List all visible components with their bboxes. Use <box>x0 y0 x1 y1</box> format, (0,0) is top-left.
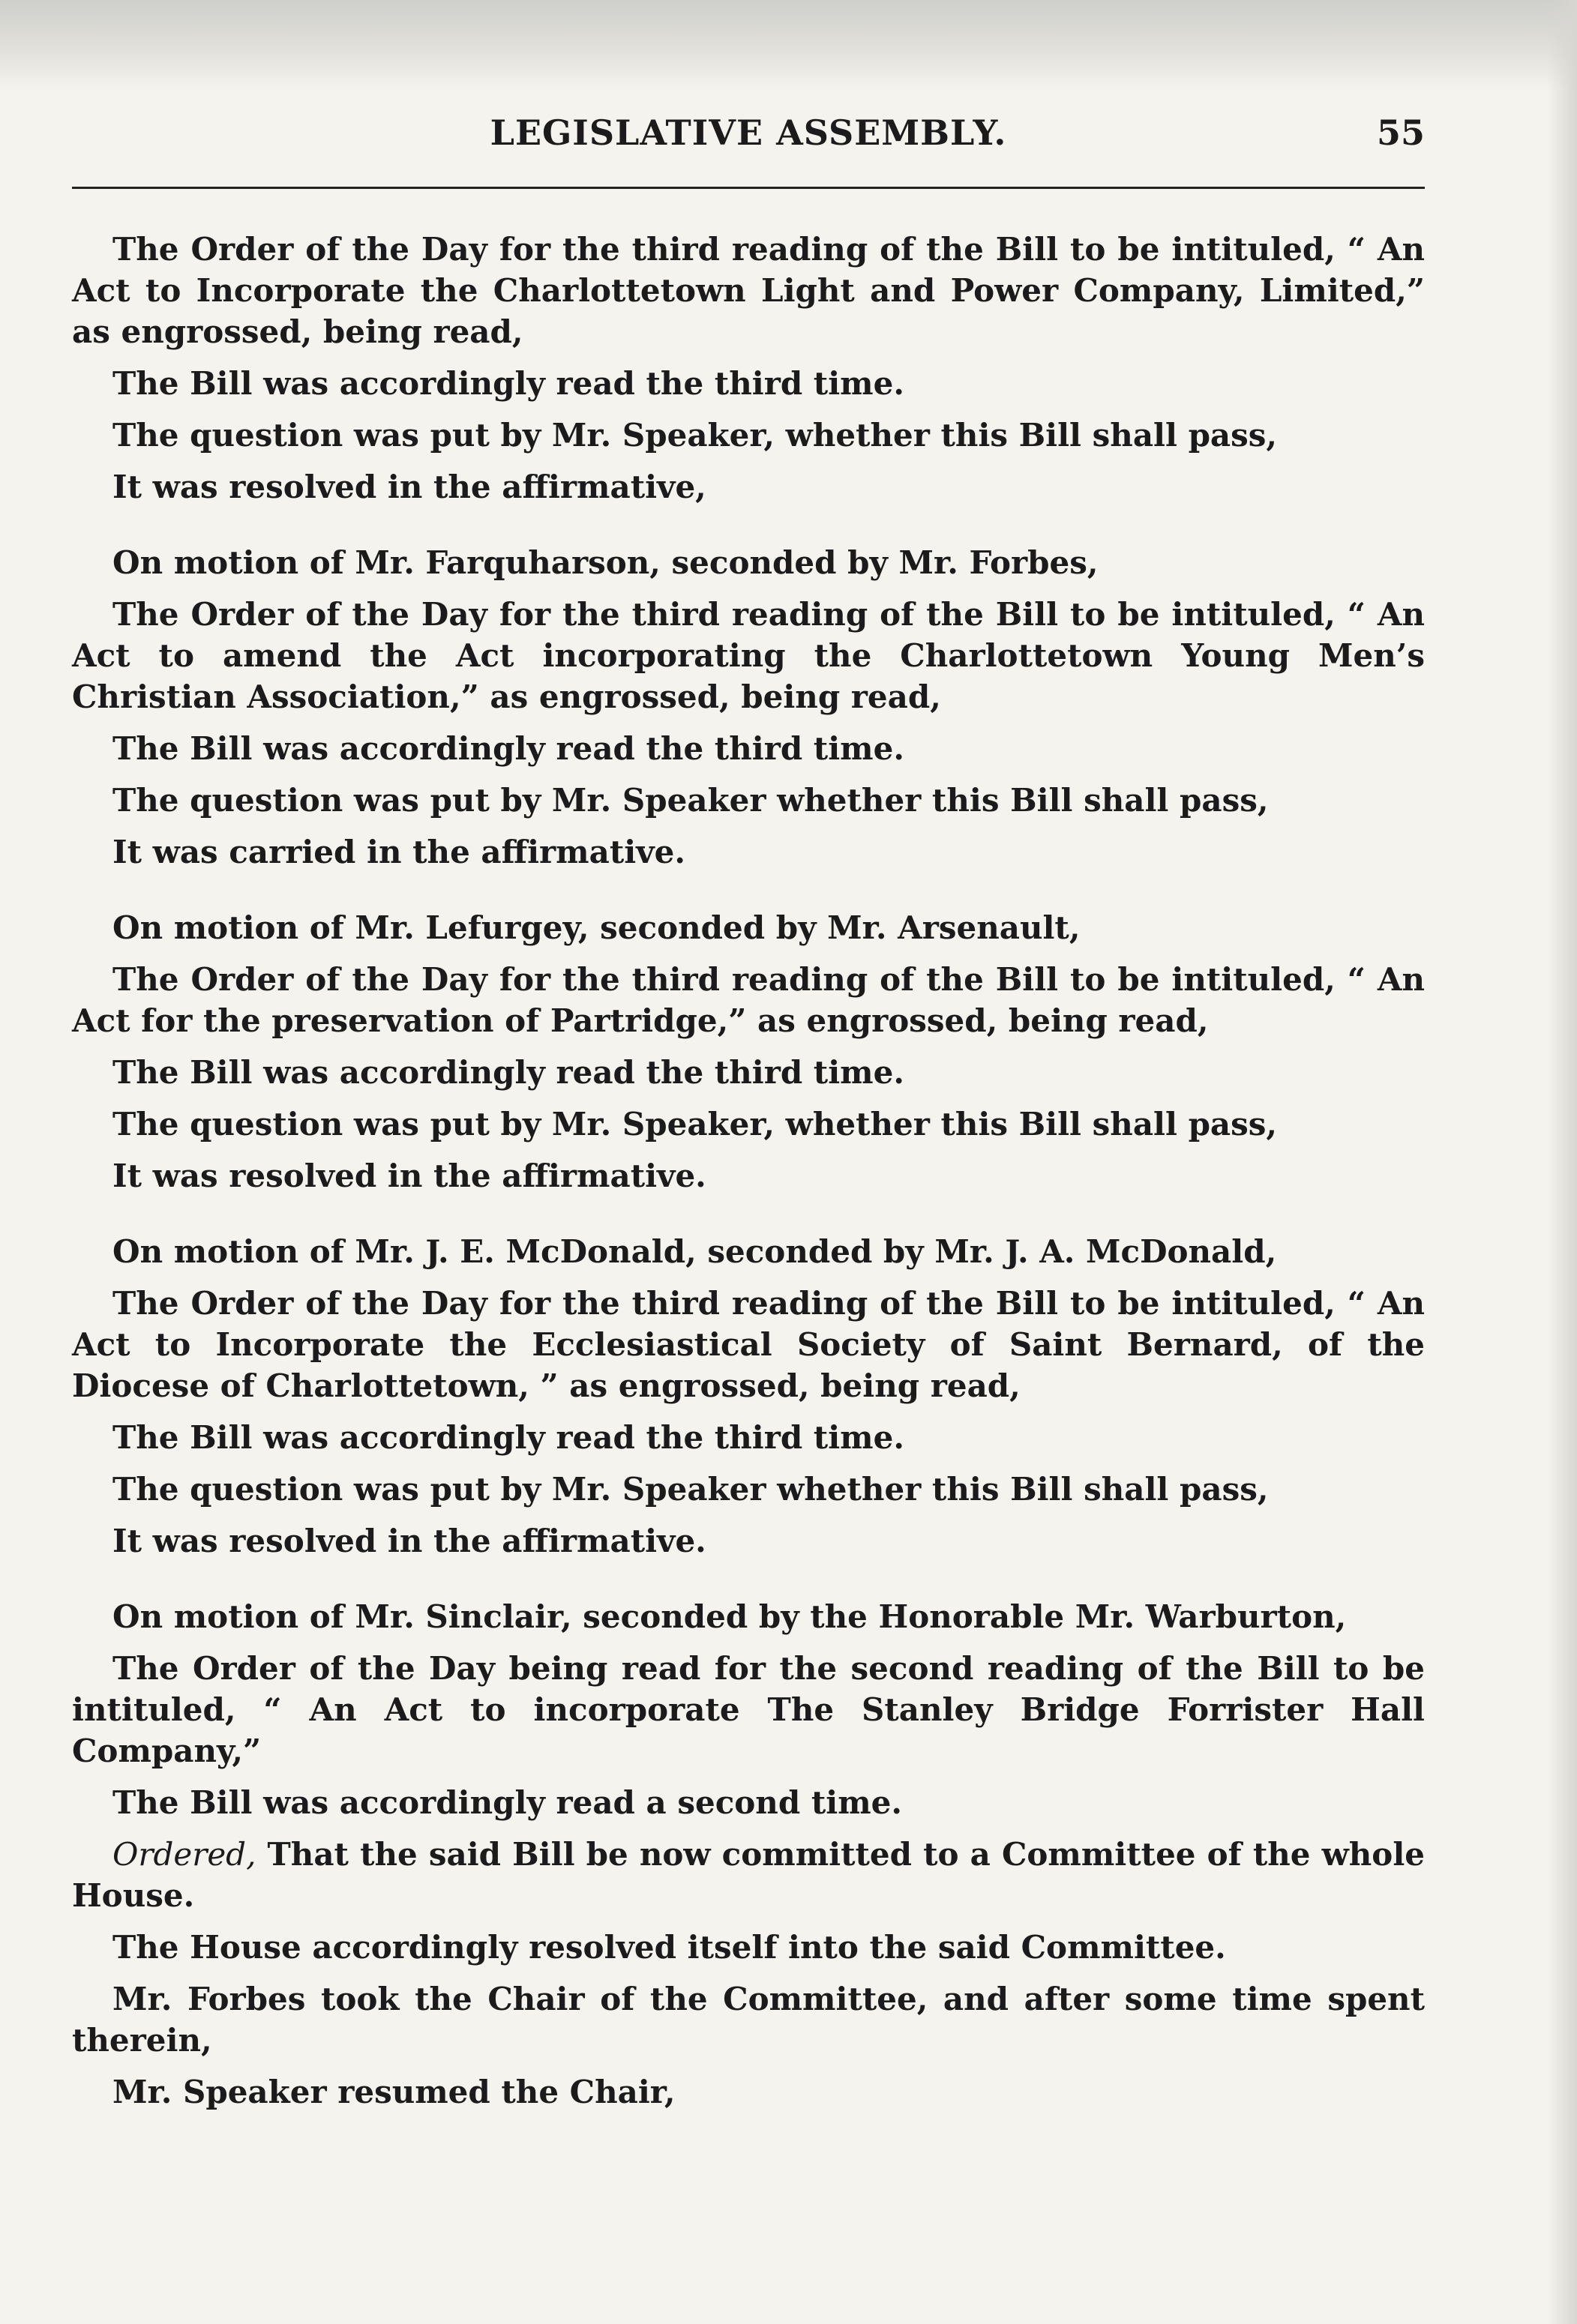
paragraph: The Bill was accordingly read the third time. <box>112 730 904 767</box>
paragraph: The question was put by Mr. Speaker whether this Bill shall pass, <box>112 782 1269 819</box>
paragraph: The Bill was accordingly read the third time. <box>112 1419 904 1456</box>
page-header <box>72 112 1425 157</box>
paragraph: The Bill was accordingly read the third time. <box>112 1054 904 1091</box>
motion-line: On motion of Mr. Lefurgey, seconded by Mr. Arsenault, <box>112 909 1081 946</box>
paragraph: The question was put by Mr. Speaker, whether this Bill shall pass, <box>112 1106 1278 1143</box>
ordered-paragraph <box>72 1834 1425 1916</box>
paragraph: The Order of the Day for the third reading of the Bill to be intituled, “ An Act for the preservation of Partridge,” as engrossed, being read, <box>72 961 1425 1039</box>
paragraph: The Order of the Day for the third reading of the Bill to be intituled, “ An Act to Incorporate the Ecclesiastical Society of Saint Bernard, of the Diocese of Charlottetown, ” as engrossed, being read, <box>72 1285 1425 1404</box>
ordered-text: That the said Bill be now committed to a Committee of the whole House. <box>72 1836 1425 1914</box>
motion-line: On motion of Mr. Farquharson, seconded by Mr. Forbes, <box>112 544 1099 581</box>
paragraph: Mr. Speaker resumed the Chair, <box>112 2074 676 2110</box>
running-head: LEGISLATIVE ASSEMBLY. <box>490 112 1007 153</box>
page-number: 55 <box>1376 112 1425 153</box>
paragraph: The Bill was accordingly read a second time. <box>112 1784 902 1821</box>
motion-line: On motion of Mr. J. E. McDonald, seconded by Mr. J. A. McDonald, <box>112 1233 1277 1270</box>
paragraph: The House accordingly resolved itself into the said Committee. <box>112 1929 1226 1966</box>
paragraph: The Order of the Day being read for the second reading of the Bill to be intituled, “ An Act to incorporate The Stanley Bridge Forrister Hall Company,” <box>72 1650 1425 1769</box>
journal-text <box>72 229 1425 2123</box>
paragraph: The Order of the Day for the third reading of the Bill to be intituled, “ An Act to amend the Act incorporating the Charlottetown Young Men’s Christian Association,” as engrossed, being read, <box>72 596 1425 715</box>
paragraph: The question was put by Mr. Speaker whether this Bill shall pass, <box>112 1471 1269 1508</box>
ordered-lead: Ordered, <box>112 1836 256 1873</box>
paragraph: It was carried in the affirmative. <box>112 834 685 870</box>
scan-top-shading <box>0 0 1577 90</box>
paragraph: It was resolved in the affirmative, <box>112 469 706 505</box>
paragraph: The Order of the Day for the third reading of the Bill to be intituled, “ An Act to Incorporate the Charlottetown Light and Power Company, Limited,” as engrossed, being read, <box>72 231 1425 350</box>
header-rule <box>72 187 1425 189</box>
paragraph: The Bill was accordingly read the third time. <box>112 365 904 402</box>
paragraph: It was resolved in the affirmative. <box>112 1523 706 1559</box>
paragraph: It was resolved in the affirmative. <box>112 1158 706 1194</box>
scan-right-edge-shading <box>1547 0 1577 2324</box>
paragraph: Mr. Forbes took the Chair of the Committee, and after some time spent therein, <box>72 1981 1425 2059</box>
paragraph: The question was put by Mr. Speaker, whether this Bill shall pass, <box>112 417 1278 454</box>
motion-line: On motion of Mr. Sinclair, seconded by the Honorable Mr. Warburton, <box>112 1598 1347 1635</box>
